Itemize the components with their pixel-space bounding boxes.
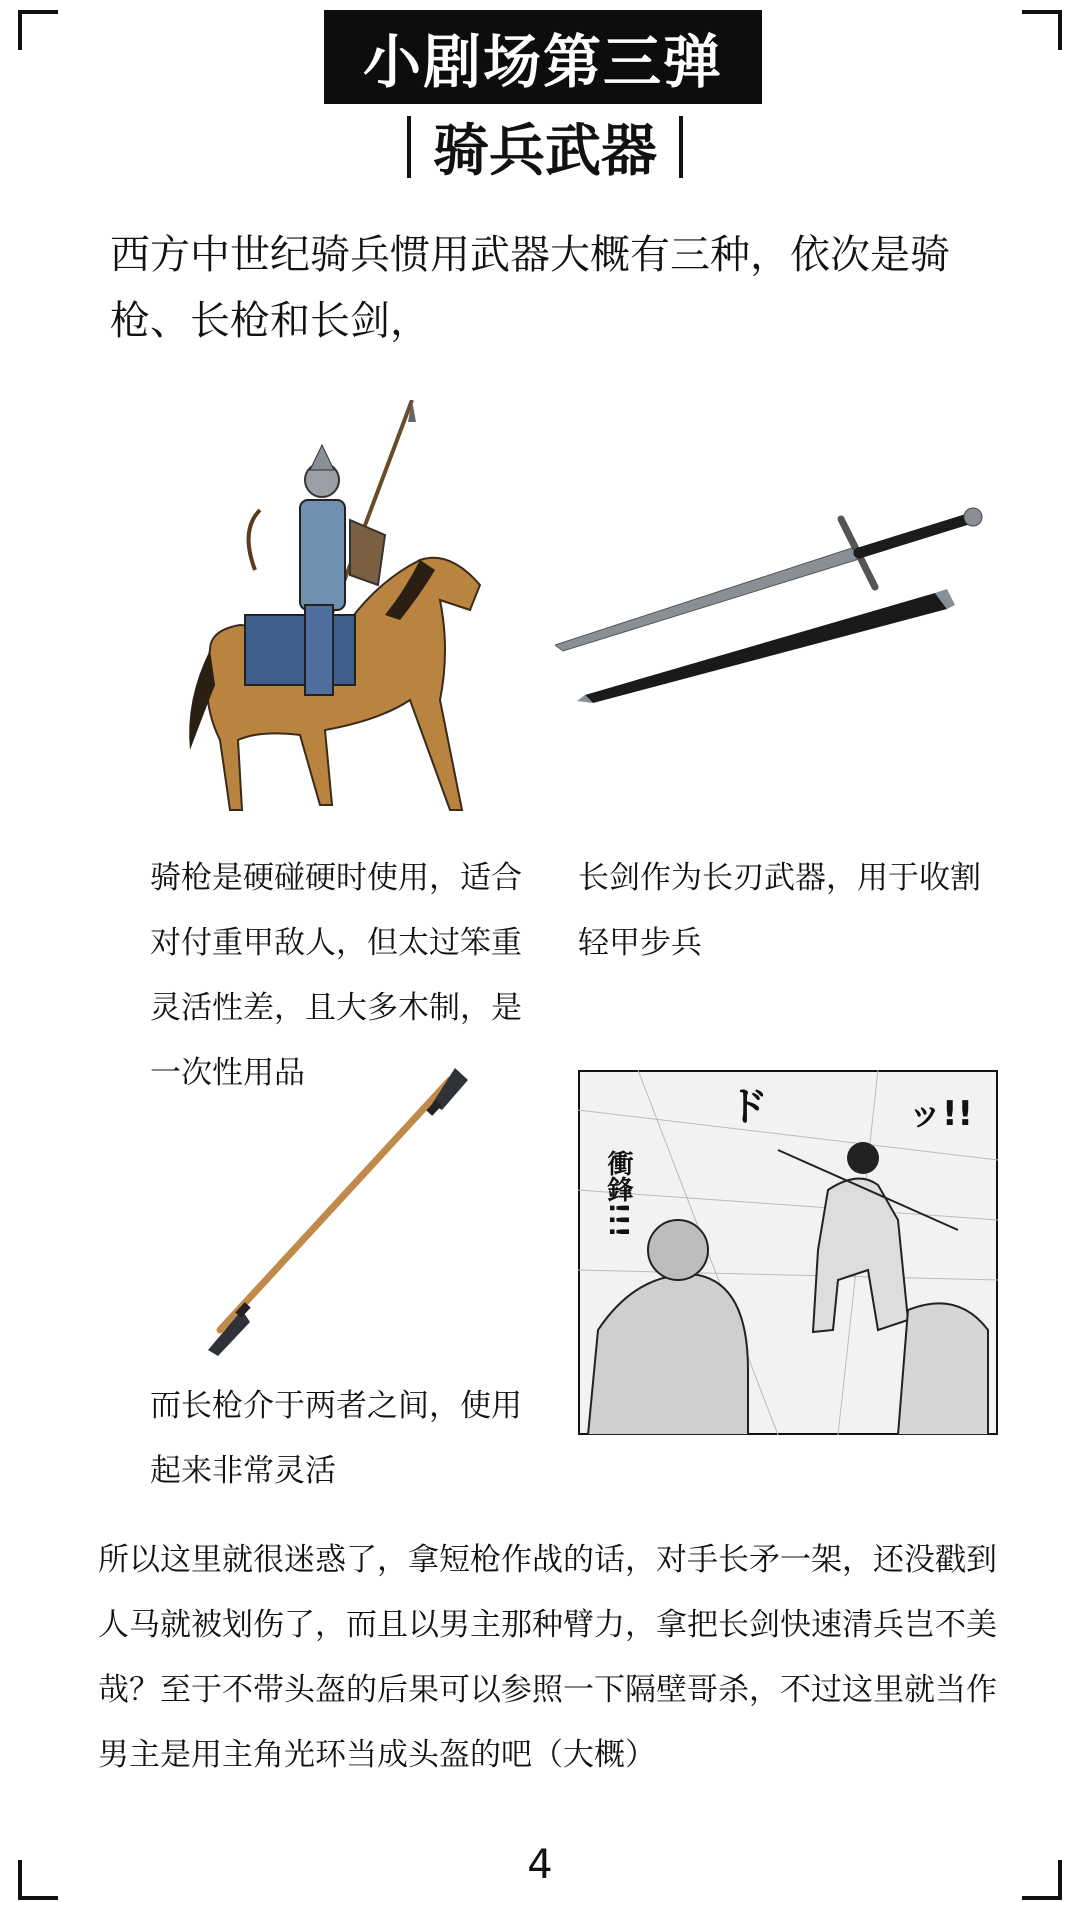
cavalry-illustration — [150, 400, 500, 820]
lance-description: 骑枪是硬碰硬时使用，适合对付重甲敌人，但太过笨重灵活性差，且大多木制，是一次性用品 — [150, 860, 522, 1091]
manga-sfx-do: ド — [728, 1084, 768, 1130]
subtitle-bar-right — [679, 116, 683, 178]
manga-sfx-tsu: ッ!! — [908, 1094, 974, 1134]
corner-mark-top-right — [1022, 10, 1062, 50]
summary-paragraph: 所以这里就很迷惑了，拿短枪作战的话，对手长矛一架，还没戳到人马就被划伤了，而且以男主那种臂力，拿把长剑快速清兵岂不美哉？至于不带头盔的后果可以参照一下隔壁哥杀，不过这里就当作男主是用主角光环当成头盔的吧（大概） — [98, 1542, 997, 1773]
manga-sfx-charge: 衝鋒!!! — [603, 1150, 633, 1238]
spear-illustration — [190, 1060, 490, 1360]
page-title: 小剧场第三弹 — [324, 10, 762, 104]
page-number: 4 — [527, 1842, 553, 1888]
subtitle-text: 骑兵武器 — [433, 119, 657, 184]
corner-mark-top-left — [18, 10, 58, 50]
intro-paragraph: 西方中世纪骑兵惯用武器大概有三种，依次是骑枪、长枪和长剑， — [110, 232, 950, 344]
manga-panel — [578, 1070, 998, 1435]
longsword-illustration — [555, 505, 995, 705]
sword-description: 长剑作为长刃武器，用于收割轻甲步兵 — [578, 860, 981, 961]
subtitle-bar-left — [407, 116, 411, 178]
spear-description: 而长枪介于两者之间，使用起来非常灵活 — [150, 1388, 522, 1489]
page-subtitle — [370, 112, 720, 182]
